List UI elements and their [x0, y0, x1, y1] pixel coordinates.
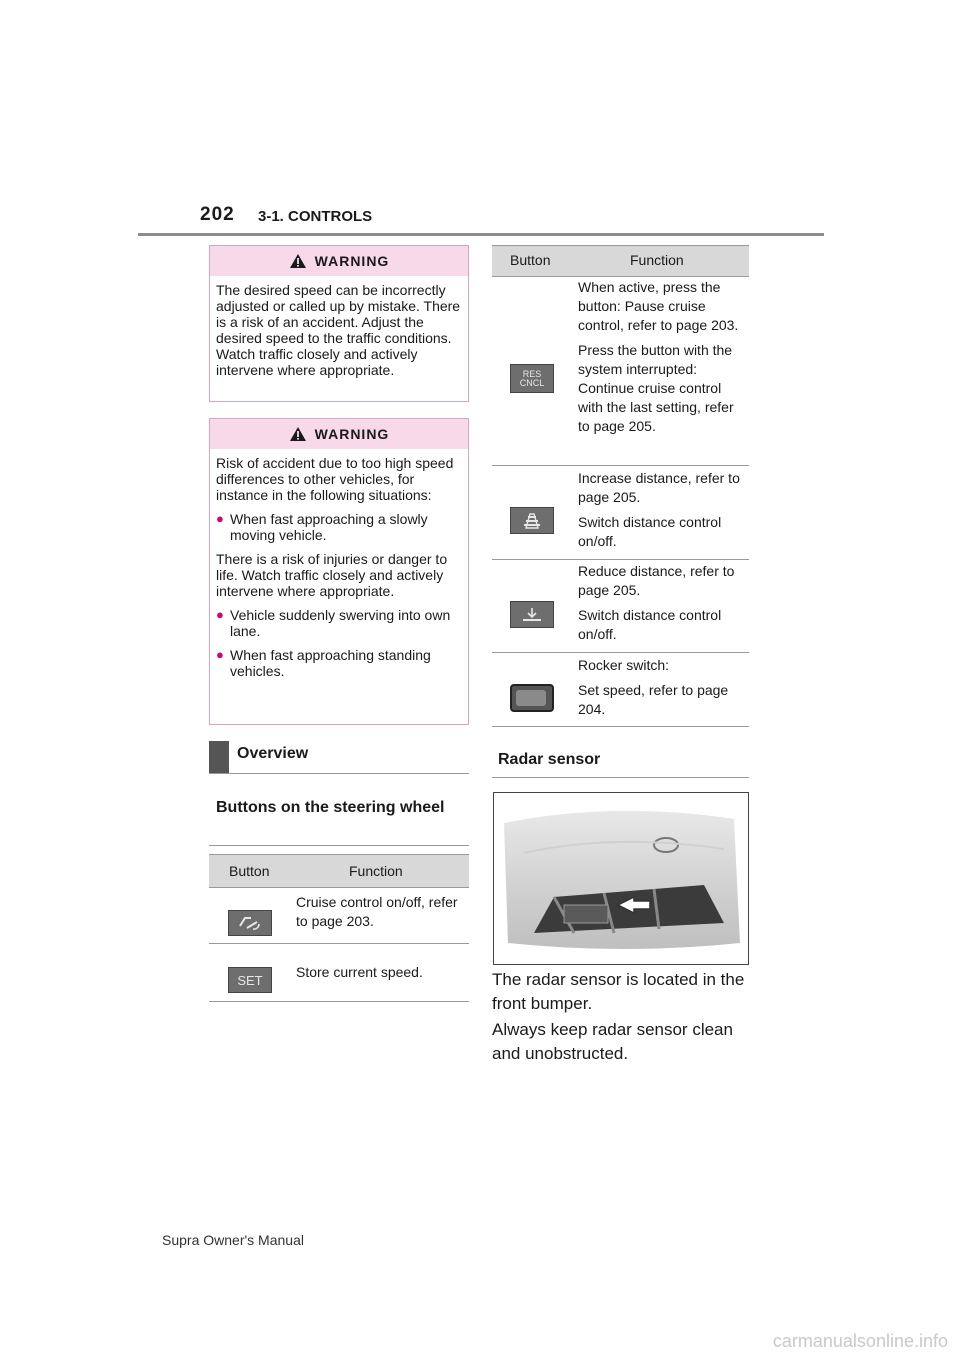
- col-button: Button: [510, 252, 551, 268]
- section-title: 3-1. CONTROLS: [258, 208, 373, 225]
- set-button-icon: [228, 967, 272, 993]
- row-divider: [492, 726, 749, 727]
- right-table-header: [492, 245, 749, 277]
- row-divider: [492, 559, 749, 560]
- bullet-icon: ●: [216, 647, 224, 662]
- warning-header: [210, 419, 468, 449]
- set-label: SET: [237, 972, 263, 988]
- watermark: carmanualsonline.info: [772, 1331, 948, 1351]
- radar-sensor-image: [493, 792, 749, 965]
- row-divider: [209, 943, 469, 944]
- left-table-header: [209, 854, 469, 888]
- warning-bullet: [216, 511, 462, 543]
- warning-bullet: [216, 607, 462, 639]
- buttons-subheading: Buttons on the steering wheel: [216, 799, 445, 816]
- function-cell: Store current speed.: [296, 964, 423, 980]
- warning-box-2: [209, 418, 469, 725]
- col-function: Function: [349, 863, 403, 879]
- reduce-distance-icon: [510, 601, 554, 628]
- function-text: Rocker switch:: [578, 657, 670, 673]
- function-cell: [578, 656, 746, 725]
- bullet-text: When fast approaching a slowly moving vehicle.: [230, 511, 428, 543]
- radar-paragraph-2: Always keep radar sensor clean and unobstructed.: [492, 1020, 733, 1063]
- warning-middle: There is a risk of injuries or danger to life. Watch traffic closely and actively intervene where appropriate.: [216, 551, 448, 599]
- radar-paragraph-1: The radar sensor is located in the front bumper.: [492, 970, 745, 1013]
- warning-triangle-icon: [289, 426, 307, 442]
- bullet-icon: ●: [216, 607, 224, 622]
- warning-header: [210, 246, 468, 276]
- row-divider: [492, 465, 749, 466]
- function-cell: [578, 278, 746, 442]
- overview-title: Overview: [237, 745, 309, 762]
- heading-marker: [209, 741, 229, 773]
- warning-label: WARNING: [314, 253, 390, 269]
- subheading-rule: [209, 845, 469, 846]
- function-text: Increase distance, refer to page 205.: [578, 470, 740, 505]
- function-cell: [578, 562, 746, 650]
- function-text: Reduce distance, refer to page 205.: [578, 563, 735, 598]
- function-text: When active, press the button: Pause cruise control, refer to page 203.: [578, 279, 739, 333]
- col-button: Button: [229, 863, 270, 879]
- warning-intro: Risk of accident due to too high speed differences to other vehicles, for instance in the following situations:: [216, 455, 454, 503]
- footer-title: Supra Owner's Manual: [162, 1232, 304, 1248]
- rocker-switch-icon: [510, 684, 554, 712]
- function-text: Set speed, refer to page 204.: [578, 682, 729, 717]
- header-rule: [138, 233, 824, 236]
- function-text: Switch distance control on/off.: [578, 607, 722, 642]
- cruise-control-icon: [228, 910, 272, 936]
- warning-text: The desired speed can be incorrectly adjusted or called up by mistake. There is a risk of an accident. Adjust the desired speed to the traffic conditions. Watch traffic closely and actively intervene where appropriate.: [216, 282, 461, 378]
- warning-box-1: [209, 245, 469, 402]
- radar-heading: [492, 743, 749, 778]
- function-cell: [578, 469, 746, 557]
- warning-bullet: [216, 647, 462, 679]
- warning-triangle-icon: [289, 253, 307, 269]
- bullet-text: When fast approaching standing vehicles.: [230, 647, 431, 679]
- page-number: 202: [200, 204, 235, 225]
- bullet-icon: ●: [216, 511, 224, 526]
- row-divider: [492, 652, 749, 653]
- row-divider: [209, 1001, 469, 1002]
- res-cncl-label: RES CNCL: [519, 368, 545, 388]
- overview-heading: [209, 741, 469, 774]
- function-cell: Cruise control on/off, refer to page 203.: [296, 894, 458, 929]
- bullet-text: Vehicle suddenly swerving into own lane.: [230, 607, 451, 639]
- function-text: Press the button with the system interrupted: Continue cruise control with the last setting, refer to page 205.: [578, 342, 734, 434]
- warning-label: WARNING: [314, 426, 390, 442]
- res-cncl-button-icon: [510, 364, 554, 393]
- col-function: Function: [630, 252, 684, 268]
- increase-distance-icon: [510, 507, 554, 534]
- radar-title: Radar sensor: [498, 751, 601, 768]
- function-text: Switch distance control on/off.: [578, 514, 722, 549]
